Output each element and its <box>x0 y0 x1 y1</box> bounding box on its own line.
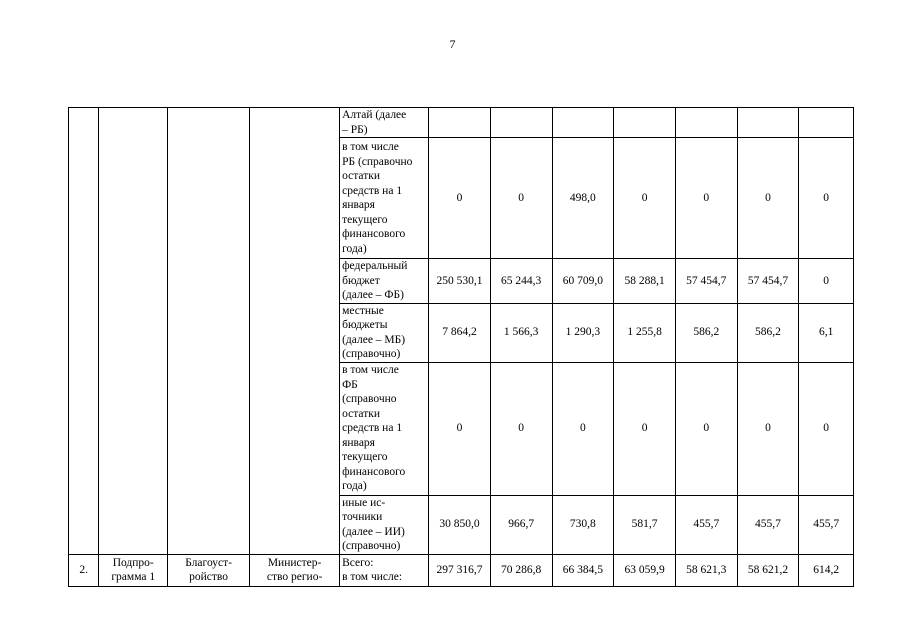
funding-source-line: – РБ) <box>342 123 368 136</box>
value-cell: 586,2 <box>675 303 737 362</box>
table-row <box>69 554 854 586</box>
continuation-cell <box>168 108 250 555</box>
value-cell <box>799 108 854 138</box>
funding-source-cell <box>340 138 429 259</box>
value-cell: 1 566,3 <box>490 303 552 362</box>
value-cell: 70 286,8 <box>490 554 552 586</box>
continuation-cell <box>250 108 340 555</box>
table-body <box>69 108 854 587</box>
funding-source-line: в том числе <box>342 141 399 153</box>
funding-source-line: января <box>342 436 375 449</box>
funding-source-line: (далее – ФБ) <box>342 289 404 301</box>
value-cell: 0 <box>614 138 676 259</box>
program-name-line: грамма 1 <box>111 571 156 583</box>
value-cell <box>614 108 676 138</box>
value-cell: 0 <box>614 362 676 495</box>
value-cell: 0 <box>490 362 552 495</box>
funding-source-line: остатки <box>342 407 380 420</box>
row-number-cell: 2. <box>69 554 99 586</box>
funding-source-line: года) <box>342 480 367 493</box>
value-cell: 66 384,5 <box>552 554 614 586</box>
value-cell: 0 <box>737 362 799 495</box>
value-cell <box>552 108 614 138</box>
value-cell: 60 709,0 <box>552 259 614 304</box>
value-cell: 30 850,0 <box>429 495 491 554</box>
funding-source-line: (справочно) <box>342 348 401 360</box>
funding-source-line: бюджет <box>342 274 380 287</box>
funding-source-line: средств на 1 <box>342 422 403 435</box>
value-cell: 57 454,7 <box>675 259 737 304</box>
funding-source-line: Алтай (далее <box>342 109 407 121</box>
value-cell: 0 <box>799 138 854 259</box>
value-cell: 966,7 <box>490 495 552 554</box>
value-cell: 58 621,3 <box>675 554 737 586</box>
value-cell <box>490 108 552 138</box>
table-row <box>69 108 854 138</box>
value-cell: 730,8 <box>552 495 614 554</box>
value-cell: 57 454,7 <box>737 259 799 304</box>
value-cell <box>737 108 799 138</box>
funding-source-cell <box>340 554 429 586</box>
executor-line: Министер- <box>267 556 322 569</box>
value-cell: 455,7 <box>799 495 854 554</box>
value-cell: 455,7 <box>675 495 737 554</box>
value-cell: 58 288,1 <box>614 259 676 304</box>
value-cell <box>429 108 491 138</box>
funding-source-line: финансового <box>342 228 406 240</box>
continuation-cell <box>99 108 168 555</box>
value-cell: 0 <box>799 259 854 304</box>
executor-line: ство регио- <box>266 571 323 583</box>
funding-source-line: (далее – ИИ) <box>342 525 405 538</box>
funding-source-line: текущего <box>342 213 388 226</box>
funding-source-line: федеральный <box>342 260 408 272</box>
continuation-cell <box>69 108 99 555</box>
funding-source-line: местные <box>342 304 384 317</box>
program-description-line: ройство <box>189 571 229 583</box>
value-cell: 0 <box>675 138 737 259</box>
budget-table <box>68 107 854 587</box>
funding-source-line: финансового <box>342 465 406 478</box>
funding-source-line: точники <box>342 511 383 523</box>
funding-source-line: остатки <box>342 170 380 182</box>
funding-source-line: (справочно <box>342 393 397 406</box>
value-cell: 7 864,2 <box>429 303 491 362</box>
value-cell: 0 <box>552 362 614 495</box>
value-cell: 0 <box>490 138 552 259</box>
funding-source-cell <box>340 362 429 495</box>
value-cell: 6,1 <box>799 303 854 362</box>
value-cell: 581,7 <box>614 495 676 554</box>
funding-source-line: иные ис- <box>342 496 386 509</box>
value-cell: 498,0 <box>552 138 614 259</box>
funding-source-line: РБ (справочно <box>342 155 413 168</box>
program-description-line: Благоуст- <box>185 556 232 569</box>
value-cell: 455,7 <box>737 495 799 554</box>
funding-source-cell <box>340 259 429 304</box>
program-name-cell <box>99 554 168 586</box>
program-name-line: Подпро- <box>112 556 154 569</box>
funding-source-line: (справочно) <box>342 540 401 552</box>
executor-cell <box>250 554 340 586</box>
value-cell: 0 <box>675 362 737 495</box>
value-cell: 0 <box>429 362 491 495</box>
funding-source-line: бюджеты <box>342 319 388 331</box>
program-description-cell <box>168 554 250 586</box>
funding-source-cell <box>340 108 429 138</box>
funding-source-line: (далее – МБ) <box>342 333 406 346</box>
funding-source-line: Всего: <box>342 556 374 569</box>
funding-source-cell <box>340 303 429 362</box>
funding-source-line: января <box>342 199 375 211</box>
value-cell: 63 059,9 <box>614 554 676 586</box>
funding-source-line: средств на 1 <box>342 184 403 197</box>
funding-source-line: в том числе <box>342 364 399 377</box>
funding-source-line: в том числе: <box>342 571 403 583</box>
funding-source-line: года) <box>342 242 367 255</box>
funding-source-line: текущего <box>342 451 388 464</box>
value-cell: 0 <box>429 138 491 259</box>
value-cell: 250 530,1 <box>429 259 491 304</box>
value-cell <box>675 108 737 138</box>
page-number: 7 <box>449 37 456 51</box>
value-cell: 1 255,8 <box>614 303 676 362</box>
value-cell: 297 316,7 <box>429 554 491 586</box>
value-cell: 0 <box>737 138 799 259</box>
value-cell: 614,2 <box>799 554 854 586</box>
value-cell: 1 290,3 <box>552 303 614 362</box>
funding-source-line: ФБ <box>342 378 358 391</box>
value-cell: 65 244,3 <box>490 259 552 304</box>
value-cell: 0 <box>799 362 854 495</box>
funding-source-cell <box>340 495 429 554</box>
value-cell: 58 621,2 <box>737 554 799 586</box>
value-cell: 586,2 <box>737 303 799 362</box>
